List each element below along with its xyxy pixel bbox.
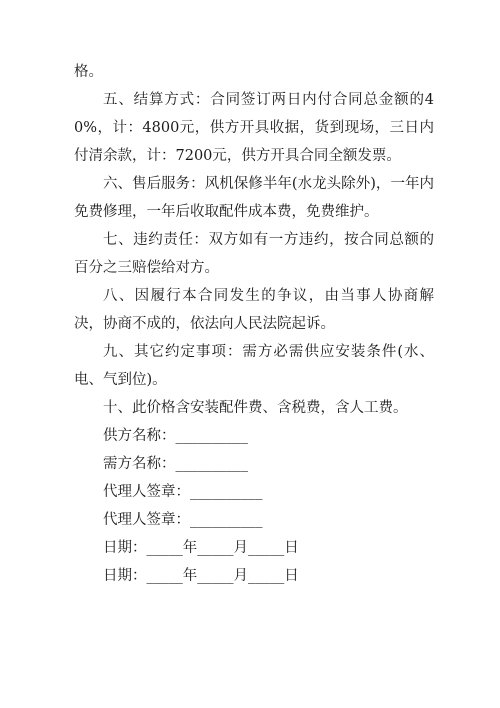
supplier-name-line: 供方名称：__________ — [103, 428, 248, 444]
buyer-name-line: 需方名称：__________ — [103, 456, 248, 472]
contract-text — [74, 58, 434, 590]
date-line: 日期：_____年_____月_____日 — [103, 540, 299, 556]
paragraph-continuation: 格。 — [74, 64, 103, 80]
paragraph-other-terms: 九、其它约定事项：需方必需供应安装条件(水、电、气到位)。 — [74, 344, 434, 388]
agent-signature-line: 代理人签章：__________ — [103, 484, 263, 500]
paragraph-settlement: 五、结算方式：合同签订两日内付合同总金额的40%，计：4800元，供方开具收据，货到现场，三日内付清余款，计：7200元，供方开具合同全额发票。 — [74, 92, 434, 164]
paragraph-dispute: 八、因履行本合同发生的争议，由当事人协商解决，协商不成的，依法向人民法院起诉。 — [74, 288, 434, 332]
paragraph-breach: 七、违约责任：双方如有一方违约，按合同总额的百分之三赔偿给对方。 — [74, 232, 434, 276]
paragraph-price-includes: 十、此价格含安装配件费、含税费，含人工费。 — [103, 400, 408, 416]
paragraph-after-sales: 六、售后服务：风机保修半年(水龙头除外)，一年内免费修理，一年后收取配件成本费，免费维护。 — [74, 176, 434, 220]
agent-signature-line: 代理人签章：__________ — [103, 512, 263, 528]
date-line: 日期：_____年_____月_____日 — [103, 568, 299, 584]
